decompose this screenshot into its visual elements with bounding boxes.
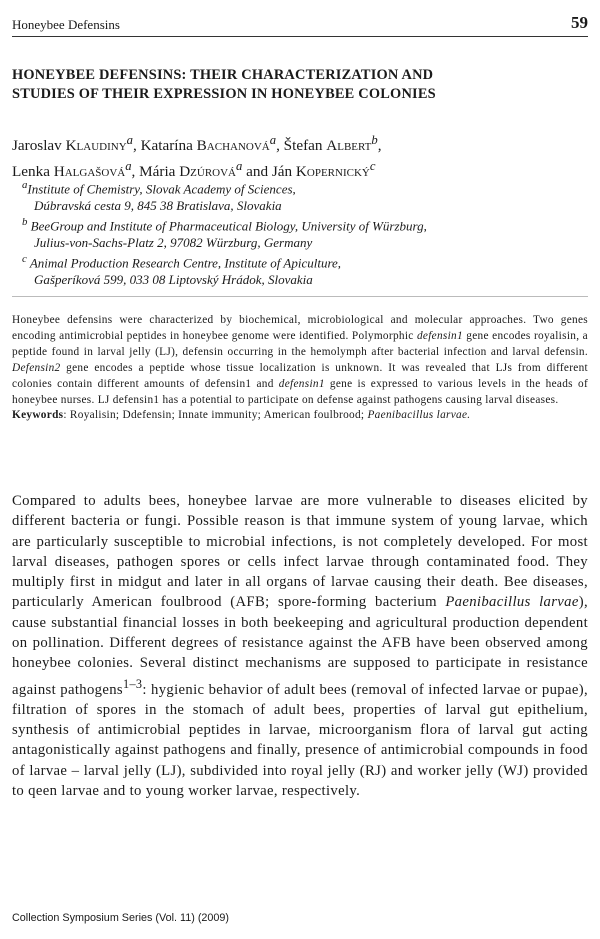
keywords-list: : Royalisin; Ddefensin; Innate immunity; American foulbrood; (63, 409, 368, 422)
author-family: Dzúrová (179, 163, 237, 181)
abstract-text: gene encodes a peptide whose tissue localization is unknown. It was revealed that LJs from different colonies contain different amounts of defensin1 and (12, 361, 588, 390)
abstract-text: gene encodes royalisin, a peptide found in larval jelly (LJ), defensin occurring in the hemolymph after bacterial infection and larval defensin. (12, 329, 588, 358)
author-given: Štefan (283, 137, 323, 155)
affiliation (22, 251, 582, 288)
affiliation-mark: c (22, 253, 27, 266)
author-affiliation-mark: a (125, 159, 132, 174)
affiliation-line: Animal Production Research Centre, Institute of Apiculture, (29, 255, 342, 271)
author-family: Albert (326, 137, 372, 155)
author-family: Kopernický (295, 163, 370, 181)
page-number: 59 (571, 13, 588, 32)
gene-name: Defensin2 (12, 361, 61, 374)
affiliation-list (22, 177, 582, 288)
affiliation-line: BeeGroup and Institute of Pharmaceutical Biology, University of Würzburg, (30, 218, 427, 234)
author-separator: , (276, 137, 284, 155)
body-text: ), cause substantial financial losses in both beekeeping and agricultural production dependent on pollination. Different degrees of resistance against the AFB have been observed among honeybee colonies. Several distinct mechanisms are supposed to participate in resistance against pathogens (12, 594, 588, 698)
body-text: Compared to adults bees, honeybee larvae are more vulnerable to diseases elicited by different bacteria or fungi. Possible reason is that immune system of young larvae, which are particularly susceptible to microbial infections, is not completely developed. For most larval diseases, pathogen spores or cells infect larvae through contaminated food. They multiply first in midgut and later in all organs of larvae causing their death. Bee diseases, particularly American foulbrood (AFB; spore-forming bacterium (12, 493, 588, 611)
author-given: Mária (139, 163, 176, 181)
header-rule (12, 36, 588, 37)
affiliation-line: Julius-von-Sachs-Platz 2, 97082 Würzburg, Germany (34, 234, 313, 250)
body-paragraph (12, 491, 588, 801)
running-title: Honeybee Defensins (12, 17, 120, 32)
running-head (12, 13, 588, 37)
affiliation-mark: b (22, 216, 28, 229)
author-given: Ján (271, 163, 293, 181)
body-text: : hygienic behavior of adult bees (removal of infected larvae or pupae), filtration of spores in the stomach of adult bees, properties of larval gut epithelium, synthesis of antimicrobial peptides in larvae, microorganism flora of larval gut acting antagonistically against pathogens and finally, presence of antimicrobial compounds in food of larvae – larval jelly (LJ), subdivided into royal jelly (RJ) and worker jelly (WJ) provided to qeen larvae and to young worker larvae, respectively. (12, 681, 588, 800)
author-affiliation-mark: b (371, 133, 378, 147)
affiliation-line: Gašperíková 599, 033 08 Liptovský Hrádok, Slovakia (34, 272, 313, 288)
affiliation-line: Institute of Chemistry, Slovak Academy of Sciences, (27, 181, 296, 197)
author-list (12, 130, 588, 182)
keywords-label: Keywords (12, 409, 64, 422)
author-affiliation-mark: c (369, 159, 376, 174)
affiliation (22, 177, 582, 214)
abstract-text: gene is expressed to various levels in the heads of honeybee nurses. LJ defensin1 has a potential to participate on defense against pathogens causing larval diseases. (12, 377, 589, 406)
author-given: Katarína (140, 137, 193, 155)
title-line-2: STUDIES OF THEIR EXPRESSION IN HONEYBEE COLONIES (12, 86, 436, 102)
author-separator: , (377, 137, 382, 155)
footer: Collection Symposium Series (Vol. 11) (2009) (12, 912, 230, 924)
citation-ref: 1–3 (122, 676, 143, 691)
paper-title (12, 66, 588, 104)
title-line-1: HONEYBEE DEFENSINS: THEIR CHARACTERIZATION AND (12, 67, 434, 83)
affiliation-mark: a (22, 179, 28, 191)
abstract (12, 313, 588, 424)
author-family: Bachanová (196, 137, 270, 155)
author-separator: , (132, 137, 141, 155)
author-line-1 (12, 130, 588, 156)
author-affiliation-mark: a (126, 133, 133, 147)
author-separator: , (131, 163, 140, 181)
author-affiliation-mark: a (269, 133, 277, 147)
author-family: Halgašová (53, 163, 126, 181)
gene-name: defensin1 (278, 377, 325, 390)
affiliation-line: Dúbravská cesta 9, 845 38 Bratislava, Slovakia (34, 197, 282, 213)
affiliation (22, 214, 582, 251)
keywords (12, 408, 588, 424)
gene-name: defensin1 (416, 329, 463, 342)
author-separator: and (242, 163, 272, 181)
author-affiliation-mark: a (236, 159, 243, 174)
author-given: Jaroslav (12, 137, 62, 155)
species-name: Paenibacillus larvae (445, 594, 579, 611)
abstract-divider (12, 296, 588, 297)
abstract-text: Honeybee defensins were characterized by biochemical, microbiological and molecular approaches. Two genes encoding antimicrobial peptides in honeybee genome were identified. Polymorphic (12, 314, 588, 342)
author-family: Klaudiny (65, 137, 127, 155)
keywords-species: Paenibacillus larvae. (367, 409, 471, 422)
author-given: Lenka (12, 163, 50, 181)
